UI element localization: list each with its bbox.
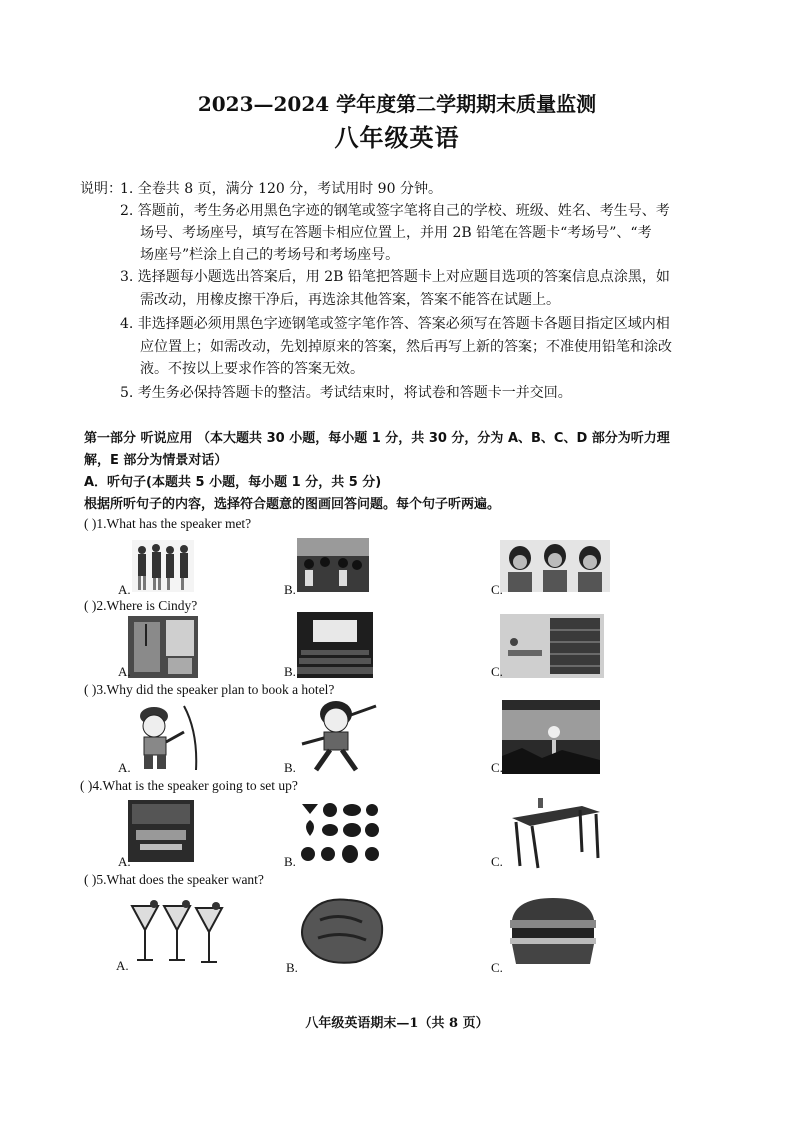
instruction-line: 1. 全卷共 8 页，满分 120 分，考试用时 90 分钟。 bbox=[120, 181, 442, 197]
roast-meat-image bbox=[296, 892, 388, 968]
cinema-image bbox=[297, 612, 373, 678]
instructions-lead: 说明： bbox=[80, 181, 122, 197]
fruit-icons-image bbox=[298, 800, 382, 868]
question-stem: ( )1.What has the speaker met? bbox=[84, 516, 252, 531]
option-label: A. bbox=[118, 760, 131, 775]
instruction-line: 场座号”栏涂上自己的考场号和考场座号。 bbox=[140, 247, 400, 263]
option-label: B. bbox=[284, 582, 296, 597]
bathroom-image bbox=[128, 616, 198, 678]
option-label: C. bbox=[491, 582, 503, 597]
part1-heading-cont: 解，E 部分为情景对话） bbox=[84, 453, 228, 468]
burger-image bbox=[506, 896, 600, 968]
option-label: A. bbox=[118, 854, 131, 869]
boy-shouting-image bbox=[294, 698, 384, 774]
sunset-sea-image bbox=[502, 700, 600, 774]
exam-title: 2023—2024 学年度第二学期期末质量监测 bbox=[197, 92, 597, 116]
option-label: A. bbox=[116, 958, 129, 973]
option-label: B. bbox=[284, 760, 296, 775]
library-image bbox=[500, 614, 604, 678]
question-stem: ( )3.Why did the speaker plan to book a hotel? bbox=[84, 682, 335, 697]
question-stem: ( )5.What does the speaker want? bbox=[84, 872, 264, 887]
celebrities-image bbox=[132, 540, 194, 592]
instruction-line: 5. 考生务必保持答题卡的整洁。考试结束时，将试卷和答题卡一并交回。 bbox=[120, 385, 572, 401]
section-a-directions: 根据所听句子的内容，选择符合题意的图画回答问题。每个句子听两遍。 bbox=[84, 497, 501, 512]
instruction-line: 3. 选择题每小题选出答案后，用 2B 铅笔把答题卡上对应题目选项的答案信息点涂黑，如 bbox=[120, 269, 670, 285]
instruction-line: 液。不按以上要求作答的答案无效。 bbox=[140, 361, 364, 377]
question-stem: ( )2.Where is Cindy? bbox=[84, 598, 198, 613]
instruction-line: 需改动，用橡皮擦干净后，再选涂其他答案，答案不能答在试题上。 bbox=[140, 292, 560, 308]
friends-photo-image bbox=[500, 540, 610, 592]
table-image bbox=[508, 796, 604, 870]
option-label: B. bbox=[284, 854, 296, 869]
instruction-line: 2. 答题前，考生务必用黑色字迹的钢笔或签字笔将自己的学校、班级、姓名、考生号、考 bbox=[120, 203, 670, 219]
exam-subject: 八年级英语 bbox=[334, 123, 460, 152]
book-cover-image bbox=[128, 800, 194, 862]
section-a-heading: A．听句子(本题共 5 小题，每小题 1 分，共 5 分) bbox=[84, 475, 382, 490]
part1-heading: 第一部分 听说应用 （本大题共 30 小题，每小题 1 分，共 30 分，分为 A、B、C、D 部分为听力理 bbox=[84, 431, 670, 446]
instruction-line: 4. 非选择题必须用黑色字迹钢笔或签字笔作答、答案必须写在答题卡各题目指定区域内相 bbox=[120, 316, 670, 332]
option-label: C. bbox=[491, 854, 503, 869]
crowd-image bbox=[297, 538, 369, 592]
option-label: B. bbox=[286, 960, 298, 975]
instruction-line: 应位置上；如需改动，先划掉原来的答案，然后再写上新的答案；不准使用铅笔和涂改 bbox=[140, 339, 672, 355]
option-label: C. bbox=[491, 960, 503, 975]
option-label: A. bbox=[118, 664, 131, 679]
option-label: B. bbox=[284, 664, 296, 679]
option-label: A. bbox=[118, 582, 131, 597]
question-stem: ( )4.What is the speaker going to set up? bbox=[80, 778, 298, 793]
cocktail-glasses-image bbox=[128, 896, 226, 972]
page-footer: 八年级英语期末—1（共 8 页） bbox=[305, 1016, 489, 1031]
option-label: C. bbox=[491, 760, 503, 775]
instruction-line: 场号、考场座号，填写在答题卡相应位置上，并用 2B 铅笔在答题卡“考场号”、“考 bbox=[140, 225, 652, 241]
boy-fishing-image bbox=[126, 702, 206, 774]
option-label: C. bbox=[491, 664, 503, 679]
